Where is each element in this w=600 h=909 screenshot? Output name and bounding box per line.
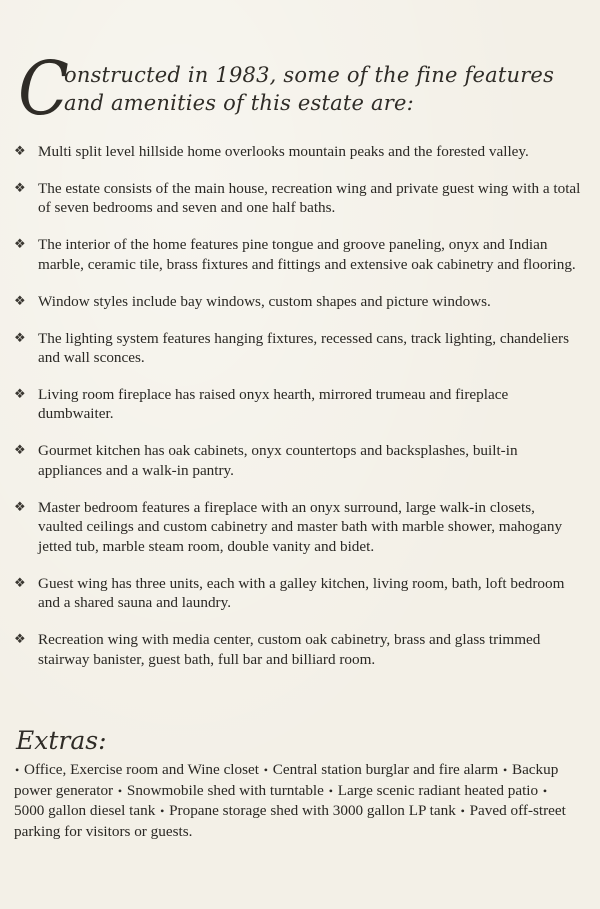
extras-item: Propane storage shed with 3000 gallon LP tank [169, 802, 456, 819]
feature-item [14, 441, 582, 480]
feature-text: The interior of the home features pine tongue and groove paneling, onyx and Indian marble, ceramic tile, brass fixtures and fittings and extensive oak cabinetry and flooring. [38, 236, 576, 273]
extras-item: Backup power generator [14, 761, 559, 799]
diamond-bullet-icon: ❖ [14, 237, 26, 253]
feature-item [14, 179, 582, 218]
diamond-bullet-icon: ❖ [14, 386, 26, 402]
diamond-bullet-icon: ❖ [14, 293, 26, 309]
extras-item: Office, Exercise room and Wine closet [24, 761, 259, 778]
feature-text: Multi split level hillside home overlooks mountain peaks and the forested valley. [38, 143, 529, 160]
diamond-bullet-icon: ❖ [14, 575, 26, 591]
feature-text: Window styles include bay windows, custom shapes and picture windows. [38, 292, 491, 310]
extras-item: Paved off-street parking for visitors or guests. [14, 802, 566, 840]
diamond-bullet-icon: ❖ [14, 180, 26, 196]
diamond-bullet-icon: ❖ [14, 443, 26, 459]
feature-text: Living room fireplace has raised onyx hearth, mirrored trumeau and fireplace dumbwaiter. [38, 385, 509, 423]
feature-item [14, 385, 582, 424]
feature-item [14, 142, 582, 162]
extras-list [14, 760, 582, 841]
feature-text: Recreation wing with media center, custom oak cabinetry, brass and glass trimmed stairway banister, guest bath, full bar and billiard room. [38, 631, 541, 668]
feature-text: Guest wing has three units, each with a galley kitchen, living room, bath, loft bedroom and a shared sauna and laundry. [38, 574, 565, 612]
feature-item [14, 630, 582, 669]
feature-text: The lighting system features hanging fixtures, recessed cans, track lighting, chandeliers and wall sconces. [38, 329, 569, 367]
feature-item [14, 235, 582, 274]
feature-item [14, 292, 582, 312]
extras-item: 5000 gallon diesel tank [14, 802, 156, 819]
feature-item [14, 574, 582, 613]
feature-text: Master bedroom features a fireplace with an onyx surround, large walk-in closets, vaulted ceilings and custom cabinetry and master bath with marble shower, mahogany jetted tub, marble steam room, double vanity and bidet. [38, 498, 563, 555]
feature-item [14, 498, 582, 557]
extras-title: Extras: [16, 726, 107, 755]
extras-bullet: • [160, 804, 165, 818]
extras-bullet: • [502, 763, 508, 777]
diamond-bullet-icon: ❖ [14, 330, 26, 346]
extras-bullet: • [460, 804, 465, 818]
feature-list [14, 142, 582, 686]
diamond-bullet-icon: ❖ [14, 144, 26, 159]
extras-bullet: • [117, 783, 123, 798]
extras-item: Central station burglar and fire alarm [272, 761, 499, 778]
extras-bullet: • [263, 763, 268, 777]
feature-text: The estate consists of the main house, recreation wing and private guest wing with a total of seven bedrooms and seven and one half baths. [38, 179, 581, 217]
extras-item: Snowmobile shed with turntable [126, 781, 324, 799]
extras-bullet: • [542, 783, 548, 798]
extras-bullet: • [328, 783, 333, 798]
heading-drop-cap: C [18, 46, 69, 132]
feature-text: Gourmet kitchen has oak cabinets, onyx countertops and backsplashes, built-in appliances and a walk-in pantry. [38, 442, 518, 479]
extras-item: Large scenic radiant heated patio [337, 781, 539, 799]
heading-line-1: onstructed in 1983, some of the fine features [64, 63, 555, 87]
diamond-bullet-icon: ❖ [14, 632, 26, 648]
extras-bullet: • [15, 763, 20, 777]
page-heading [18, 46, 593, 132]
heading-line-2: and amenities of this estate are: [64, 91, 414, 115]
feature-item [14, 329, 582, 368]
diamond-bullet-icon: ❖ [14, 499, 26, 515]
